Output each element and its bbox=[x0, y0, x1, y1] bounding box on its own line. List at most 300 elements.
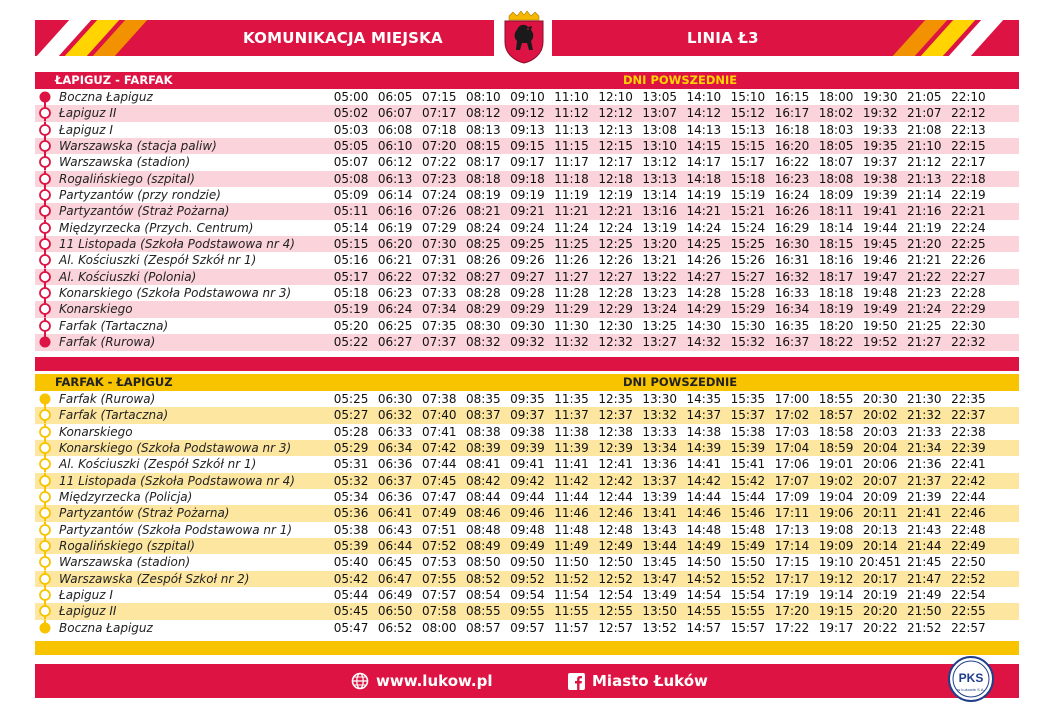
departure-time: 08:35 bbox=[466, 392, 501, 406]
departure-time: 07:45 bbox=[421, 473, 457, 488]
departure-time: 12:17 bbox=[598, 155, 633, 170]
departure-time: 21:21 bbox=[906, 253, 942, 268]
departure-times bbox=[329, 505, 990, 521]
stop-name: Rogalińskiego (szpital) bbox=[59, 171, 195, 186]
stop-marker bbox=[37, 171, 53, 187]
departure-time: 09:41 bbox=[510, 457, 545, 472]
departure-time: 08:44 bbox=[466, 490, 501, 505]
departure-time: 05:45 bbox=[333, 604, 369, 619]
departure-time: 21:52 bbox=[906, 620, 942, 635]
departure-time: 07:20 bbox=[421, 139, 457, 154]
departure-time: 18:22 bbox=[818, 335, 854, 350]
departure-times bbox=[329, 171, 990, 187]
departure-time: 15:44 bbox=[730, 490, 766, 505]
departure-time: 07:52 bbox=[421, 539, 457, 554]
departure-time: 09:27 bbox=[510, 269, 545, 284]
departure-time: 05:05 bbox=[333, 139, 369, 154]
departure-time: 06:44 bbox=[377, 539, 413, 554]
departure-time: 18:59 bbox=[818, 441, 854, 456]
departure-time: 19:52 bbox=[862, 335, 898, 350]
departure-time: 13:19 bbox=[642, 220, 677, 235]
departure-time: 22:37 bbox=[951, 408, 986, 423]
departure-time: 06:16 bbox=[377, 204, 413, 219]
departure-time: 06:50 bbox=[377, 604, 413, 619]
departure-times bbox=[329, 285, 990, 301]
departure-time: 07:33 bbox=[421, 286, 457, 301]
departure-time: 12:21 bbox=[598, 204, 633, 219]
table-row bbox=[35, 473, 1019, 489]
departure-time: 06:10 bbox=[377, 139, 413, 154]
departure-time: 09:49 bbox=[510, 539, 545, 554]
departure-time: 15:30 bbox=[730, 318, 766, 333]
departure-time: 08:30 bbox=[466, 318, 501, 333]
departure-time: 19:48 bbox=[862, 286, 898, 301]
departure-time: 12:32 bbox=[598, 335, 633, 350]
departure-time: 05:44 bbox=[333, 588, 369, 603]
departure-time: 16:24 bbox=[774, 188, 810, 203]
departure-time: 17:14 bbox=[774, 539, 810, 554]
stop-name: Partyzantów (Straż Pożarna) bbox=[59, 506, 230, 521]
departure-time: 11:37 bbox=[554, 408, 589, 423]
departure-time: 17:11 bbox=[774, 506, 810, 521]
departure-time: 21:10 bbox=[906, 139, 942, 154]
table-row bbox=[35, 252, 1019, 268]
departure-time: 09:21 bbox=[510, 204, 545, 219]
departure-time: 08:39 bbox=[466, 441, 501, 456]
table-row bbox=[35, 571, 1019, 587]
departure-time: 21:16 bbox=[906, 204, 942, 219]
departure-time: 07:49 bbox=[421, 506, 457, 521]
departure-time: 09:25 bbox=[510, 237, 545, 252]
departure-time: 22:26 bbox=[951, 253, 986, 268]
departure-time: 19:01 bbox=[818, 457, 854, 472]
departure-time: 05:07 bbox=[333, 155, 369, 170]
departure-time: 16:18 bbox=[774, 122, 810, 137]
departure-time: 11:24 bbox=[554, 220, 589, 235]
departure-time: 11:12 bbox=[554, 106, 589, 121]
departure-time: 19:41 bbox=[862, 204, 898, 219]
departure-time: 19:33 bbox=[862, 122, 898, 137]
departure-time: 09:26 bbox=[510, 253, 545, 268]
departure-time: 05:14 bbox=[333, 220, 369, 235]
departure-time: 06:08 bbox=[377, 122, 413, 137]
departure-times bbox=[329, 522, 990, 538]
departure-time: 12:44 bbox=[598, 490, 633, 505]
departure-time: 21:27 bbox=[906, 335, 942, 350]
departure-time: 15:50 bbox=[730, 555, 766, 570]
stop-marker bbox=[37, 285, 53, 301]
departure-times bbox=[329, 424, 990, 440]
departure-time: 05:19 bbox=[333, 302, 369, 317]
timetable-lapiguz-farfak bbox=[35, 72, 1019, 371]
departure-time: 13:34 bbox=[642, 441, 677, 456]
table-row bbox=[35, 285, 1019, 301]
departure-time: 21:05 bbox=[906, 90, 942, 104]
table-row bbox=[35, 318, 1019, 334]
departure-time: 06:27 bbox=[377, 335, 413, 350]
departure-time: 18:00 bbox=[818, 90, 854, 104]
departure-times bbox=[329, 269, 990, 285]
departure-time: 21:34 bbox=[906, 441, 942, 456]
departure-time: 21:22 bbox=[906, 269, 942, 284]
stop-marker bbox=[37, 220, 53, 236]
departure-time: 17:17 bbox=[774, 571, 810, 586]
table-row bbox=[35, 424, 1019, 440]
departure-time: 21:41 bbox=[906, 506, 942, 521]
departure-time: 06:36 bbox=[377, 490, 413, 505]
departure-time: 22:30 bbox=[951, 318, 986, 333]
departure-time: 07:47 bbox=[421, 490, 457, 505]
departure-time: 20:06 bbox=[862, 457, 898, 472]
stop-name: Konarskiego bbox=[59, 302, 133, 317]
departure-time: 18:02 bbox=[818, 106, 854, 121]
departure-time: 14:52 bbox=[686, 571, 722, 586]
departure-time: 14:25 bbox=[686, 237, 722, 252]
stop-name: Konarskiego (Szkoła Podstawowa nr 3) bbox=[59, 286, 292, 301]
departure-time: 21:45 bbox=[906, 555, 942, 570]
table-row bbox=[35, 391, 1019, 407]
departure-time: 06:14 bbox=[377, 188, 413, 203]
departure-time: 22:19 bbox=[951, 188, 986, 203]
departure-time: 14:44 bbox=[686, 490, 722, 505]
departure-time: 14:17 bbox=[686, 155, 722, 170]
departure-time: 13:36 bbox=[642, 457, 677, 472]
departure-time: 11:50 bbox=[554, 555, 589, 570]
stop-marker bbox=[37, 505, 53, 521]
departure-time: 14:24 bbox=[686, 220, 722, 235]
stop-name: Łapiguz I bbox=[59, 588, 113, 603]
departure-time: 05:32 bbox=[333, 473, 369, 488]
departure-time: 05:03 bbox=[333, 122, 369, 137]
departure-time: 14:15 bbox=[686, 139, 722, 154]
stop-name: 11 Listopada (Szkoła Podstawowa nr 4) bbox=[59, 237, 295, 252]
departure-time: 19:04 bbox=[818, 490, 854, 505]
departure-time: 19:14 bbox=[818, 588, 854, 603]
departure-times bbox=[329, 301, 990, 317]
departure-time: 15:13 bbox=[730, 122, 766, 137]
stop-marker bbox=[37, 187, 53, 203]
departure-time: 21:14 bbox=[906, 188, 942, 203]
departure-time: 15:24 bbox=[730, 220, 766, 235]
departure-time: 15:39 bbox=[730, 441, 766, 456]
departure-time: 11:39 bbox=[554, 441, 589, 456]
departure-time: 22:48 bbox=[951, 522, 986, 537]
departure-time: 09:12 bbox=[510, 106, 545, 121]
departure-time: 20:07 bbox=[862, 473, 898, 488]
stop-marker bbox=[37, 571, 53, 587]
departure-time: 08:26 bbox=[466, 253, 501, 268]
departure-time: 05:29 bbox=[333, 441, 369, 456]
departure-time: 06:25 bbox=[377, 318, 413, 333]
departure-time: 13:43 bbox=[642, 522, 677, 537]
stop-name: Międzyrzecka (Przych. Centrum) bbox=[59, 220, 254, 235]
departure-time: 16:17 bbox=[774, 106, 810, 121]
departure-time: 11:38 bbox=[554, 424, 589, 439]
departure-time: 07:26 bbox=[421, 204, 457, 219]
departure-time: 13:37 bbox=[642, 473, 677, 488]
departure-time: 18:55 bbox=[818, 392, 854, 406]
departure-time: 06:43 bbox=[377, 522, 413, 537]
departure-times bbox=[329, 220, 990, 236]
departure-time: 05:36 bbox=[333, 506, 369, 521]
departure-times bbox=[329, 138, 990, 154]
facebook-text: Miasto Łuków bbox=[592, 672, 708, 690]
departure-time: 21:25 bbox=[906, 318, 942, 333]
departure-time: 05:40 bbox=[333, 555, 369, 570]
departure-time: 14:32 bbox=[686, 335, 722, 350]
departure-time: 12:29 bbox=[598, 302, 633, 317]
departure-time: 22:27 bbox=[951, 269, 986, 284]
departure-time: 07:38 bbox=[421, 392, 457, 406]
stop-marker bbox=[37, 522, 53, 538]
departure-time: 15:26 bbox=[730, 253, 766, 268]
departure-time: 14:48 bbox=[686, 522, 722, 537]
departure-time: 07:58 bbox=[421, 604, 457, 619]
globe-icon bbox=[351, 672, 369, 690]
departure-time: 22:29 bbox=[951, 302, 986, 317]
departure-time: 22:21 bbox=[951, 204, 986, 219]
departure-time: 14:10 bbox=[686, 90, 722, 104]
table-footer-bar bbox=[35, 641, 1019, 655]
stop-marker bbox=[37, 587, 53, 603]
departure-time: 12:19 bbox=[598, 188, 633, 203]
stop-marker bbox=[37, 554, 53, 570]
stop-name: Konarskiego bbox=[59, 424, 133, 439]
departure-time: 17:09 bbox=[774, 490, 810, 505]
departure-time: 17:06 bbox=[774, 457, 810, 472]
days-label: DNI POWSZEDNIE bbox=[623, 375, 738, 389]
departure-time: 16:34 bbox=[774, 302, 810, 317]
departure-time: 22:42 bbox=[951, 473, 986, 488]
departure-time: 11:30 bbox=[554, 318, 589, 333]
departure-time: 13:22 bbox=[642, 269, 677, 284]
departure-time: 09:13 bbox=[510, 122, 545, 137]
departure-time: 06:19 bbox=[377, 220, 413, 235]
website-text: www.lukow.pl bbox=[376, 672, 493, 690]
stop-name: Łapiguz I bbox=[59, 122, 113, 137]
departure-time: 12:46 bbox=[598, 506, 633, 521]
departure-time: 09:30 bbox=[510, 318, 545, 333]
departure-time: 07:24 bbox=[421, 188, 457, 203]
departure-time: 07:17 bbox=[421, 106, 457, 121]
departure-time: 18:57 bbox=[818, 408, 854, 423]
departure-time: 12:39 bbox=[598, 441, 633, 456]
departure-time: 22:46 bbox=[951, 506, 986, 521]
departure-time: 21:44 bbox=[906, 539, 942, 554]
departure-time: 14:37 bbox=[686, 408, 722, 423]
departure-times bbox=[329, 554, 990, 570]
table-row bbox=[35, 171, 1019, 187]
departure-time: 17:15 bbox=[774, 555, 810, 570]
departure-time: 14:39 bbox=[686, 441, 722, 456]
departure-time: 12:30 bbox=[598, 318, 633, 333]
departure-time: 11:13 bbox=[554, 122, 589, 137]
departure-time: 08:54 bbox=[466, 588, 501, 603]
departure-time: 13:50 bbox=[642, 604, 677, 619]
departure-time: 17:13 bbox=[774, 522, 810, 537]
table-row bbox=[35, 203, 1019, 219]
table-rows bbox=[35, 89, 1019, 351]
departure-time: 05:18 bbox=[333, 286, 369, 301]
stop-marker bbox=[37, 236, 53, 252]
departure-time: 05:11 bbox=[333, 204, 369, 219]
website-link[interactable] bbox=[351, 664, 492, 698]
departure-time: 11:10 bbox=[554, 90, 589, 104]
departure-time: 09:39 bbox=[510, 441, 545, 456]
departure-time: 19:12 bbox=[818, 571, 854, 586]
departure-time: 19:44 bbox=[862, 220, 898, 235]
departure-time: 22:44 bbox=[951, 490, 986, 505]
departure-times bbox=[329, 473, 990, 489]
departure-time: 08:49 bbox=[466, 539, 501, 554]
departure-times bbox=[329, 203, 990, 219]
departure-time: 21:36 bbox=[906, 457, 942, 472]
departure-time: 08:48 bbox=[466, 522, 501, 537]
departure-time: 21:43 bbox=[906, 522, 942, 537]
departure-time: 12:38 bbox=[598, 424, 633, 439]
departure-time: 15:25 bbox=[730, 237, 766, 252]
departure-time: 13:24 bbox=[642, 302, 677, 317]
departure-time: 13:08 bbox=[642, 122, 677, 137]
departure-time: 12:37 bbox=[598, 408, 633, 423]
departure-time: 22:15 bbox=[951, 139, 986, 154]
departure-time: 21:13 bbox=[906, 171, 942, 186]
departure-time: 14:21 bbox=[686, 204, 722, 219]
departure-time: 12:18 bbox=[598, 171, 633, 186]
departure-time: 22:55 bbox=[951, 604, 986, 619]
departure-time: 19:47 bbox=[862, 269, 898, 284]
departure-time: 14:46 bbox=[686, 506, 722, 521]
departure-time: 22:17 bbox=[951, 155, 986, 170]
table-row bbox=[35, 587, 1019, 603]
departure-time: 16:32 bbox=[774, 269, 810, 284]
departure-time: 11:49 bbox=[554, 539, 589, 554]
departure-time: 18:15 bbox=[818, 237, 854, 252]
departure-time: 06:30 bbox=[377, 392, 413, 406]
departure-time: 18:19 bbox=[818, 302, 854, 317]
departure-time: 14:28 bbox=[686, 286, 722, 301]
departure-time: 08:25 bbox=[466, 237, 501, 252]
departure-time: 19:32 bbox=[862, 106, 898, 121]
departure-time: 08:00 bbox=[421, 620, 457, 635]
facebook-link[interactable] bbox=[568, 664, 708, 698]
stop-name: Partyzantów (Szkoła Podstawowa nr 1) bbox=[59, 522, 293, 537]
terminal-stop-marker bbox=[37, 334, 53, 350]
departure-time: 16:37 bbox=[774, 335, 810, 350]
stop-marker bbox=[37, 203, 53, 219]
departure-time: 07:42 bbox=[421, 441, 457, 456]
stop-name: 11 Listopada (Szkoła Podstawowa nr 4) bbox=[59, 473, 295, 488]
stop-name: Łapiguz II bbox=[59, 604, 117, 619]
departure-time: 18:07 bbox=[818, 155, 854, 170]
stop-marker bbox=[37, 538, 53, 554]
stop-name: Boczna Łapiguz bbox=[59, 620, 153, 635]
departure-time: 11:52 bbox=[554, 571, 589, 586]
departure-time: 06:47 bbox=[377, 571, 413, 586]
departure-time: 22:18 bbox=[951, 171, 986, 186]
table-row bbox=[35, 407, 1019, 423]
departure-time: 20:13 bbox=[862, 522, 898, 537]
departure-time: 09:32 bbox=[510, 335, 545, 350]
departure-time: 14:29 bbox=[686, 302, 722, 317]
departure-time: 15:10 bbox=[730, 90, 766, 104]
departure-time: 18:20 bbox=[818, 318, 854, 333]
departure-time: 07:22 bbox=[421, 155, 457, 170]
departure-time: 13:07 bbox=[642, 106, 677, 121]
table-row bbox=[35, 603, 1019, 619]
departure-time: 06:22 bbox=[377, 269, 413, 284]
departure-time: 12:41 bbox=[598, 457, 633, 472]
departure-time: 13:49 bbox=[642, 588, 677, 603]
table-header bbox=[35, 72, 1019, 89]
departure-time: 08:19 bbox=[466, 188, 501, 203]
departure-time: 09:57 bbox=[510, 620, 545, 635]
departure-time: 05:42 bbox=[333, 571, 369, 586]
departure-time: 13:39 bbox=[642, 490, 677, 505]
departure-time: 05:31 bbox=[333, 457, 369, 472]
departure-time: 19:46 bbox=[862, 253, 898, 268]
departure-time: 20:22 bbox=[862, 620, 898, 635]
departure-time: 20:14 bbox=[862, 539, 898, 554]
departure-time: 22:39 bbox=[951, 441, 986, 456]
departure-time: 14:38 bbox=[686, 424, 722, 439]
departure-times bbox=[329, 252, 990, 268]
departure-times bbox=[329, 489, 990, 505]
stop-name: Warszawska (stadion) bbox=[59, 155, 191, 170]
departure-time: 08:50 bbox=[466, 555, 501, 570]
departure-time: 16:31 bbox=[774, 253, 810, 268]
departure-time: 11:17 bbox=[554, 155, 589, 170]
departure-time: 20:19 bbox=[862, 588, 898, 603]
table-header bbox=[35, 374, 1019, 391]
footer-bar bbox=[35, 664, 1019, 698]
departure-time: 13:21 bbox=[642, 253, 677, 268]
departure-time: 15:35 bbox=[730, 392, 766, 406]
departure-time: 15:41 bbox=[730, 457, 766, 472]
table-row bbox=[35, 138, 1019, 154]
table-row bbox=[35, 105, 1019, 121]
stop-name: Warszawska (stadion) bbox=[59, 555, 191, 570]
stop-marker bbox=[37, 440, 53, 456]
departure-time: 18:16 bbox=[818, 253, 854, 268]
departure-time: 14:27 bbox=[686, 269, 722, 284]
departure-times bbox=[329, 456, 990, 472]
departure-time: 19:17 bbox=[818, 620, 854, 635]
departure-time: 22:12 bbox=[951, 106, 986, 121]
departure-time: 11:55 bbox=[554, 604, 589, 619]
departure-time: 06:23 bbox=[377, 286, 413, 301]
departure-time: 22:57 bbox=[951, 620, 986, 635]
departure-time: 12:12 bbox=[598, 106, 633, 121]
departure-time: 19:37 bbox=[862, 155, 898, 170]
departure-time: 15:52 bbox=[730, 571, 766, 586]
departure-time: 08:46 bbox=[466, 506, 501, 521]
departure-time: 12:15 bbox=[598, 139, 633, 154]
departure-time: 07:37 bbox=[421, 335, 457, 350]
departure-time: 17:22 bbox=[774, 620, 810, 635]
departure-time: 22:38 bbox=[951, 424, 986, 439]
departure-time: 08:15 bbox=[466, 139, 501, 154]
departure-time: 08:27 bbox=[466, 269, 501, 284]
table-row bbox=[35, 301, 1019, 317]
departure-time: 15:19 bbox=[730, 188, 766, 203]
departure-time: 11:42 bbox=[554, 473, 589, 488]
departure-time: 18:58 bbox=[818, 424, 854, 439]
stop-name: Partyzantów (przy rondzie) bbox=[59, 188, 221, 203]
departure-time: 11:54 bbox=[554, 588, 589, 603]
departure-time: 22:41 bbox=[951, 457, 986, 472]
departure-time: 07:23 bbox=[421, 171, 457, 186]
